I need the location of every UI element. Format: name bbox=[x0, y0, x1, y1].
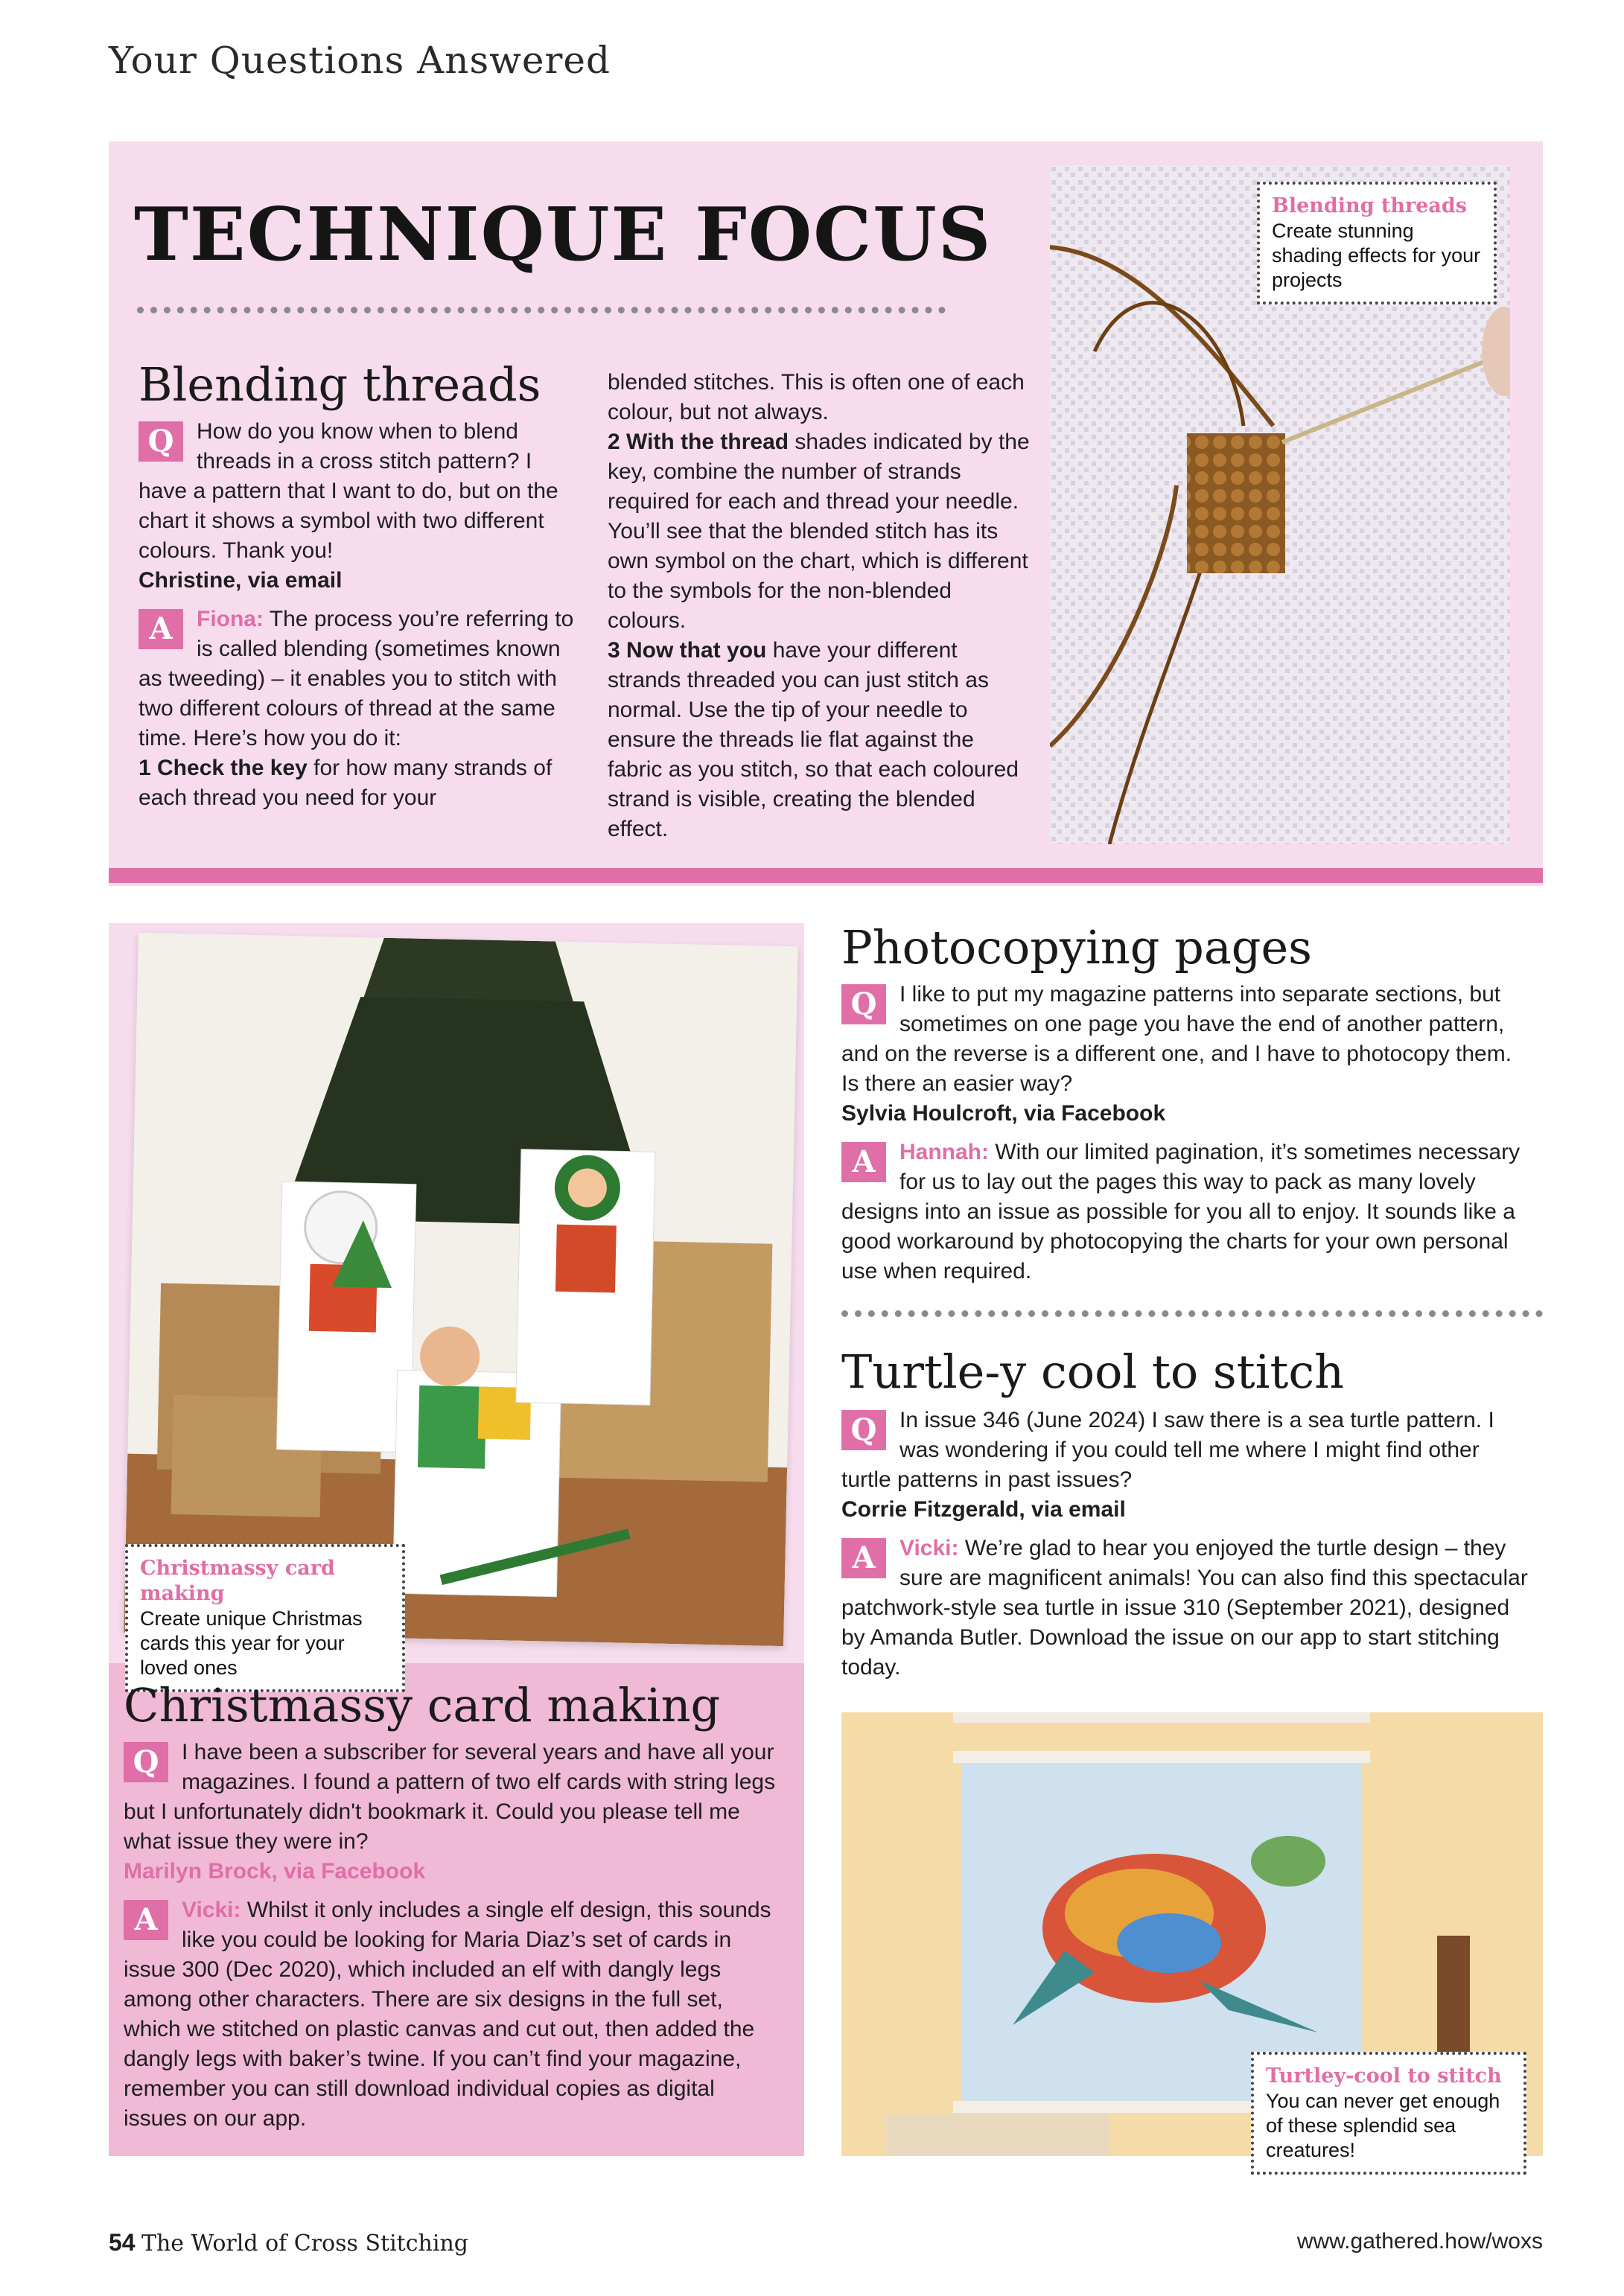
question-badge: Q bbox=[138, 421, 183, 462]
blending-caption bbox=[1257, 182, 1497, 304]
blending-question-text: How do you know when to blend threads in a cross stitch pattern? I have a pattern that I want to do, but on the chart it shows a symbol with two different colours. Thank you! bbox=[138, 419, 558, 563]
dotted-rule bbox=[841, 1310, 1543, 1317]
answer-badge: A bbox=[138, 609, 183, 649]
photocopying-title: Photocopying pages bbox=[841, 920, 1312, 975]
christmas-question bbox=[124, 1738, 779, 1857]
christmas-asker: Marilyn Brock, via Facebook bbox=[124, 1859, 426, 1884]
running-head: Your Questions Answered bbox=[109, 39, 611, 82]
christmas-answer bbox=[124, 1895, 779, 2134]
christmas-answer-name: Vicki: bbox=[182, 1898, 241, 1922]
blending-caption-text: Create stunning shading effects for your projects bbox=[1272, 220, 1481, 291]
step-3-text: have your different strands threaded you can just stitch as normal. Use the tip of your needle to ensure the threads lie flat against the fabric as you stitch, so that each coloured strand is visible, creating the blended effect. bbox=[608, 638, 1019, 841]
answer-badge: A bbox=[124, 1900, 168, 1940]
step-3-lead: 3 Now that you bbox=[608, 638, 767, 663]
turtle-caption-text: You can never get enough of these splendid sea creatures! bbox=[1266, 2090, 1500, 2161]
photocopying-asker: Sylvia Houlcroft, via Facebook bbox=[841, 1101, 1166, 1126]
technique-focus-heading: TECHNIQUE FOCUS bbox=[134, 192, 993, 278]
blending-answer-name: Fiona: bbox=[197, 607, 264, 631]
christmas-caption bbox=[125, 1544, 405, 1692]
blending-step-2 bbox=[608, 427, 1034, 636]
blending-column-2 bbox=[608, 368, 1034, 844]
blending-column-1 bbox=[138, 417, 576, 813]
blending-caption-title: Blending threads bbox=[1272, 194, 1468, 217]
page-number: 54 bbox=[109, 2229, 136, 2256]
photocopying-answer-text: With our limited pagination, it’s sometimes necessary for us to lay out the pages this way to pack as many lovely designs into an issue as possible for you all to enjoy. It sounds like a good workaround by photocopying the charts for your own personal use when required. bbox=[841, 1140, 1520, 1283]
website-link[interactable]: www.gathered.how/woxs bbox=[1296, 2229, 1543, 2254]
christmas-cards-photo bbox=[124, 933, 797, 1646]
turtle-question-text: In issue 346 (June 2024) I saw there is a sea turtle pattern. I was wondering if you could tell me where I might find other turtle patterns in past issues? bbox=[841, 1408, 1494, 1492]
blending-answer bbox=[138, 605, 576, 753]
turtle-question bbox=[841, 1406, 1529, 1495]
christmas-cards-illustration bbox=[124, 933, 797, 1646]
photocopying-body bbox=[841, 980, 1529, 1286]
photocopying-answer-name: Hannah: bbox=[899, 1140, 989, 1164]
christmas-caption-title: Christmassy card making bbox=[140, 1557, 335, 1605]
photocopying-question bbox=[841, 980, 1529, 1099]
christmas-body bbox=[124, 1738, 779, 2134]
step-1-lead: 1 Check the key bbox=[138, 756, 308, 780]
christmas-question-text: I have been a subscriber for several years and have all your magazines. I found a pattern of two elf cards with string legs but I unfortunately didn't bookmark it. Could you please tell me what issue they were in? bbox=[124, 1740, 776, 1854]
turtle-answer-text: We’re glad to hear you enjoyed the turtle design – they sure are magnificent animals! You can also find this spectacular patchwork-style sea turtle in issue 310 (September 2021), designed by Amanda Butler. Download the issue on our app to start stitching today. bbox=[841, 1536, 1528, 1680]
turtle-title: Turtle-y cool to stitch bbox=[841, 1345, 1345, 1399]
step-1-continued: blended stitches. This is often one of each colour, but not always. bbox=[608, 370, 1025, 424]
photocopying-answer bbox=[841, 1138, 1529, 1286]
question-badge: Q bbox=[841, 984, 886, 1024]
christmas-title: Christmassy card making bbox=[124, 1678, 721, 1732]
answer-badge: A bbox=[841, 1538, 886, 1578]
step-2-lead: 2 With the thread bbox=[608, 430, 789, 454]
blending-step-3 bbox=[608, 636, 1034, 844]
christmas-caption-text: Create unique Christmas cards this year for your loved ones bbox=[140, 1607, 363, 1679]
turtle-caption-title: Turtley-cool to stitch bbox=[1266, 2064, 1502, 2088]
blending-answer-intro: The process you’re referring to is called blending (sometimes known as tweeding) – it enables you to stitch with two different colours of thread at the same time. Here’s how you do it: bbox=[138, 607, 574, 750]
photocopying-question-text: I like to put my magazine patterns into separate sections, but sometimes on one page you have the end of another pattern, and on the reverse is a different one, and I have to photocopy them. Is there an easier way? bbox=[841, 982, 1512, 1096]
turtle-answer bbox=[841, 1534, 1529, 1683]
question-badge: Q bbox=[841, 1410, 886, 1450]
magazine-name: The World of Cross Stitching bbox=[141, 2230, 468, 2257]
step-2-text: shades indicated by the key, combine the number of strands required for each and thread your needle. You’ll see that the blended stitch has its own symbol on the chart, which is different to the symbols for the non-blended colours. bbox=[608, 430, 1030, 633]
christmas-answer-text: Whilst it only includes a single elf design, this sounds like you could be looking for Maria Diaz’s set of cards in issue 300 (Dec 2020), which included an elf with dangly legs among other characters. There are six designs in the full set, which we stitched on plastic canvas and cut out, then added the dangly legs with baker’s twine. If you can’t find your magazine, remember you can still download individual copies as digital issues on our app. bbox=[124, 1898, 771, 2131]
blending-threads-title: Blending threads bbox=[138, 357, 541, 412]
turtle-answer-name: Vicki: bbox=[899, 1536, 959, 1560]
blending-question bbox=[138, 417, 576, 566]
technique-focus-divider-bar bbox=[109, 868, 1543, 883]
turtle-caption bbox=[1251, 2052, 1526, 2175]
blending-step-1 bbox=[138, 753, 576, 813]
turtle-body bbox=[841, 1406, 1529, 1683]
question-badge: Q bbox=[124, 1742, 168, 1782]
answer-badge: A bbox=[841, 1142, 886, 1182]
page-folio bbox=[109, 2229, 468, 2257]
step-1-text-a: for how many strands of each thread you need for your bbox=[138, 756, 553, 810]
turtle-asker: Corrie Fitzgerald, via email bbox=[841, 1497, 1126, 1522]
dotted-rule bbox=[137, 307, 946, 313]
blending-asker: Christine, via email bbox=[138, 568, 343, 593]
